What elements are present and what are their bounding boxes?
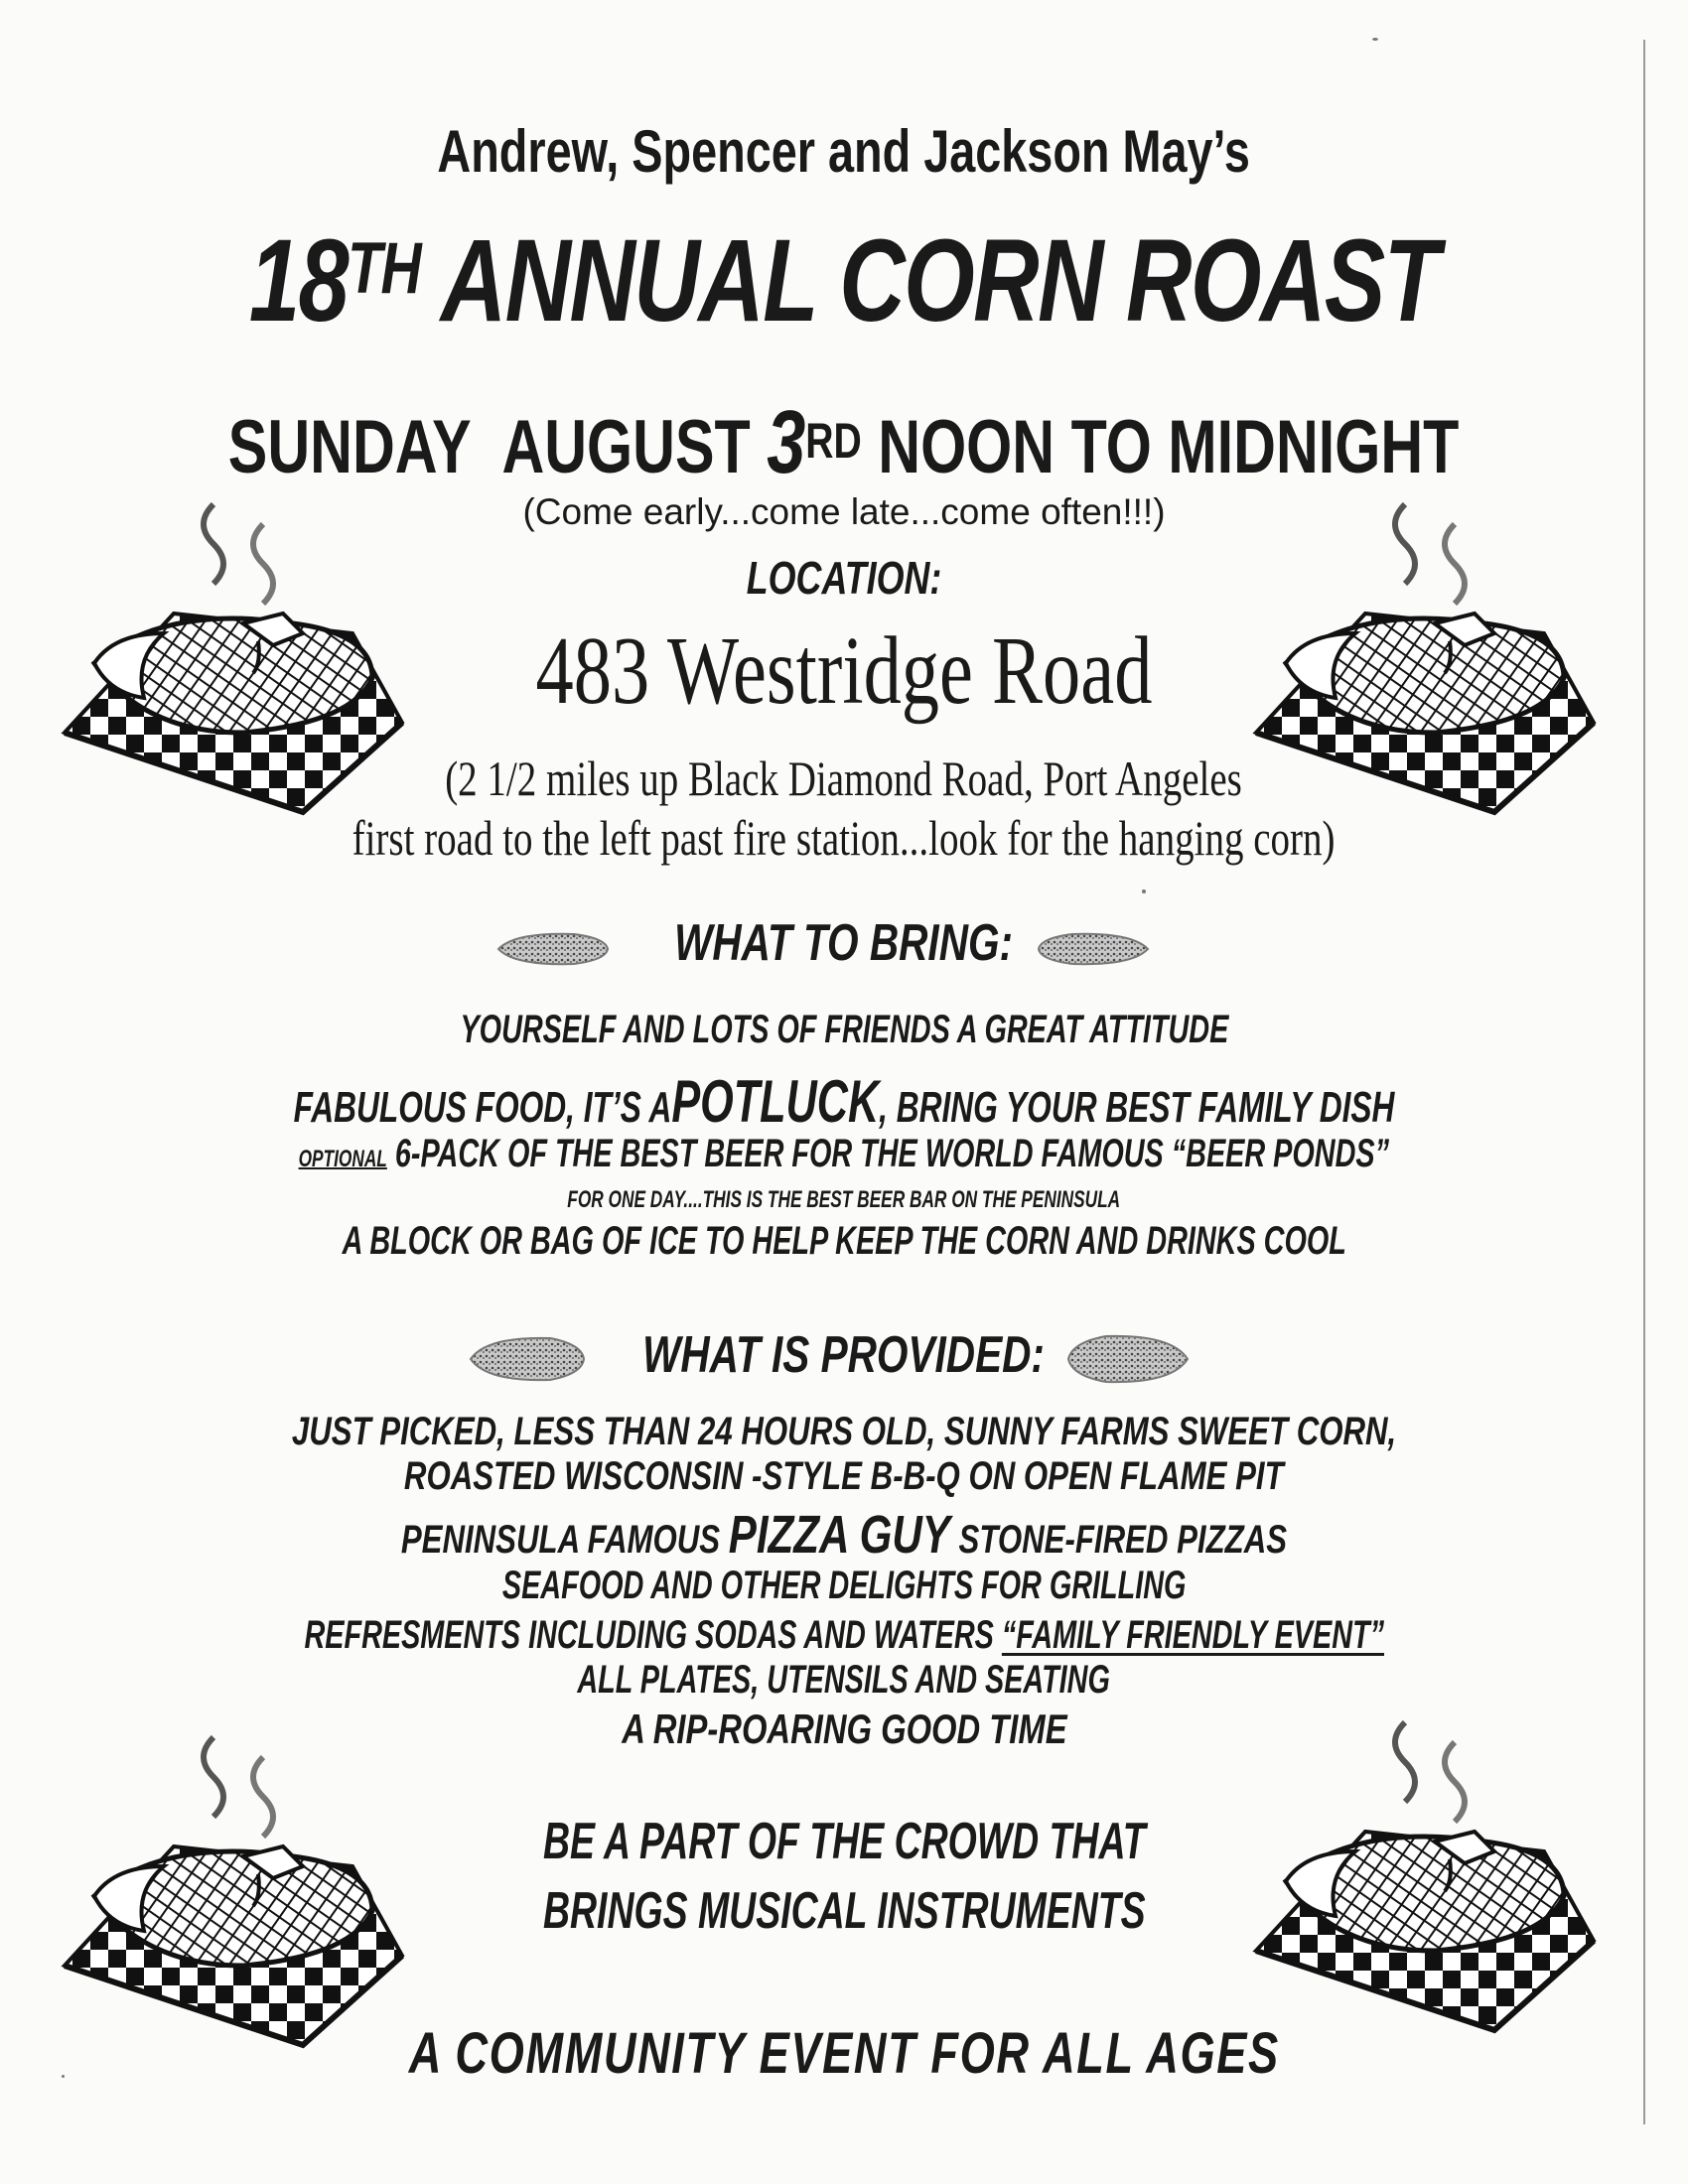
provided-text-1: JUST PICKED, LESS THAN 24 HOURS OLD, SUNNY FARMS SWEET CORN, xyxy=(291,1410,1397,1453)
family-friendly-text: “FAMILY FRIENDLY EVENT” xyxy=(1001,1613,1384,1657)
bring-heading-text: WHAT TO BRING: xyxy=(674,914,1014,972)
corn-cob-icon xyxy=(467,1330,588,1388)
music-line-1 xyxy=(0,1812,1688,1871)
provided-line-2 xyxy=(0,1454,1688,1499)
scan-speck xyxy=(1142,889,1146,893)
optional-label: OPTIONAL xyxy=(298,1146,388,1172)
potluck-text: POTLUCK xyxy=(671,1068,880,1135)
date-number: 3 xyxy=(767,393,806,492)
bring-line-1 xyxy=(0,1008,1688,1052)
steaming-corn-on-checkered-cloth-icon xyxy=(1246,1703,1604,2040)
pizza-guy-text: PIZZA GUY xyxy=(728,1505,950,1565)
provided-text-4: SEAFOOD AND OTHER DELIGHTS FOR GRILLING xyxy=(501,1564,1187,1607)
directions-text-1: (2 1/2 miles up Black Diamond Road, Port Angeles xyxy=(445,751,1243,806)
address-text: 483 Westridge Road xyxy=(535,617,1153,725)
provided-text-3a: PENINSULA FAMOUS xyxy=(400,1518,721,1562)
music-line-2 xyxy=(0,1881,1688,1941)
provided-line-1 xyxy=(0,1410,1688,1454)
bring-text-4: FOR ONE DAY....THIS IS THE BEST BEER BAR ON THE PENINSULA xyxy=(567,1186,1121,1213)
bring-line-4 xyxy=(0,1186,1688,1214)
date-month: AUGUST xyxy=(501,405,752,489)
corn-cob-icon xyxy=(1035,928,1152,970)
provided-line-6 xyxy=(0,1658,1688,1703)
provided-text-6: ALL PLATES, UTENSILS AND SEATING xyxy=(577,1658,1111,1702)
title-number: 18 xyxy=(249,215,349,346)
provided-text-2: ROASTED WISCONSIN -STYLE B-B-Q ON OPEN FLAME PIT xyxy=(404,1454,1284,1498)
date-day: SUNDAY xyxy=(228,405,473,489)
title-suffix: TH xyxy=(348,227,421,310)
bring-line-5 xyxy=(0,1219,1688,1264)
bring-line-2 xyxy=(0,1067,1688,1136)
provided-text-3c: STONE-FIRED PIZZAS xyxy=(958,1518,1288,1562)
provided-text-7: A RIP-ROARING GOOD TIME xyxy=(621,1706,1067,1752)
footer xyxy=(0,2020,1688,2087)
steaming-corn-on-checkered-cloth-icon xyxy=(55,484,412,822)
provided-line-4 xyxy=(0,1564,1688,1608)
bring-text-3: 6-PACK OF THE BEST BEER FOR THE WORLD FAMOUS “BEER PONDS” xyxy=(395,1132,1390,1175)
bring-text-2a: FABULOUS FOOD, IT’S A xyxy=(293,1083,672,1132)
provided-line-5 xyxy=(0,1613,1688,1658)
provided-line-3 xyxy=(0,1504,1688,1566)
bring-text-1: YOURSELF AND LOTS OF FRIENDS A GREAT ATTITUDE xyxy=(460,1008,1228,1051)
bring-heading xyxy=(0,913,1688,973)
bring-text-2c: , BRING YOUR BEST FAMILY DISH xyxy=(879,1083,1395,1132)
event-title xyxy=(0,213,1688,348)
bring-text-5: A BLOCK OR BAG OF ICE TO HELP KEEP THE CORN AND DRINKS COOL xyxy=(342,1219,1346,1263)
location-label-text: LOCATION: xyxy=(746,552,942,604)
date-time: NOON TO MIDNIGHT xyxy=(878,405,1460,489)
hosts-text: Andrew, Spencer and Jackson May’s xyxy=(437,118,1251,185)
provided-heading xyxy=(0,1325,1688,1385)
title-rest: ANNUAL CORN ROAST xyxy=(441,215,1439,346)
date-ordinal: RD xyxy=(805,412,863,469)
directions-text-2: first road to the left past fire station...look for the hanging corn) xyxy=(352,810,1336,866)
footer-text: A COMMUNITY EVENT FOR ALL AGES xyxy=(408,2021,1280,2086)
provided-heading-text: WHAT IS PROVIDED: xyxy=(642,1326,1046,1384)
music-text-2: BRINGS MUSICAL INSTRUMENTS xyxy=(542,1882,1146,1940)
corn-cob-icon xyxy=(494,928,612,970)
corn-cob-icon xyxy=(1064,1328,1192,1390)
date-line xyxy=(0,392,1688,494)
steaming-corn-on-checkered-cloth-icon xyxy=(1246,484,1604,822)
bring-line-3 xyxy=(0,1132,1688,1176)
music-text-1: BE A PART OF THE CROWD THAT xyxy=(542,1813,1146,1870)
tagline-text: (Come early...come late...come often!!!) xyxy=(522,491,1166,532)
hosts-line xyxy=(0,117,1688,186)
provided-text-5a: REFRESMENTS INCLUDING SODAS AND WATERS xyxy=(304,1613,994,1657)
scan-speck xyxy=(1372,38,1378,41)
